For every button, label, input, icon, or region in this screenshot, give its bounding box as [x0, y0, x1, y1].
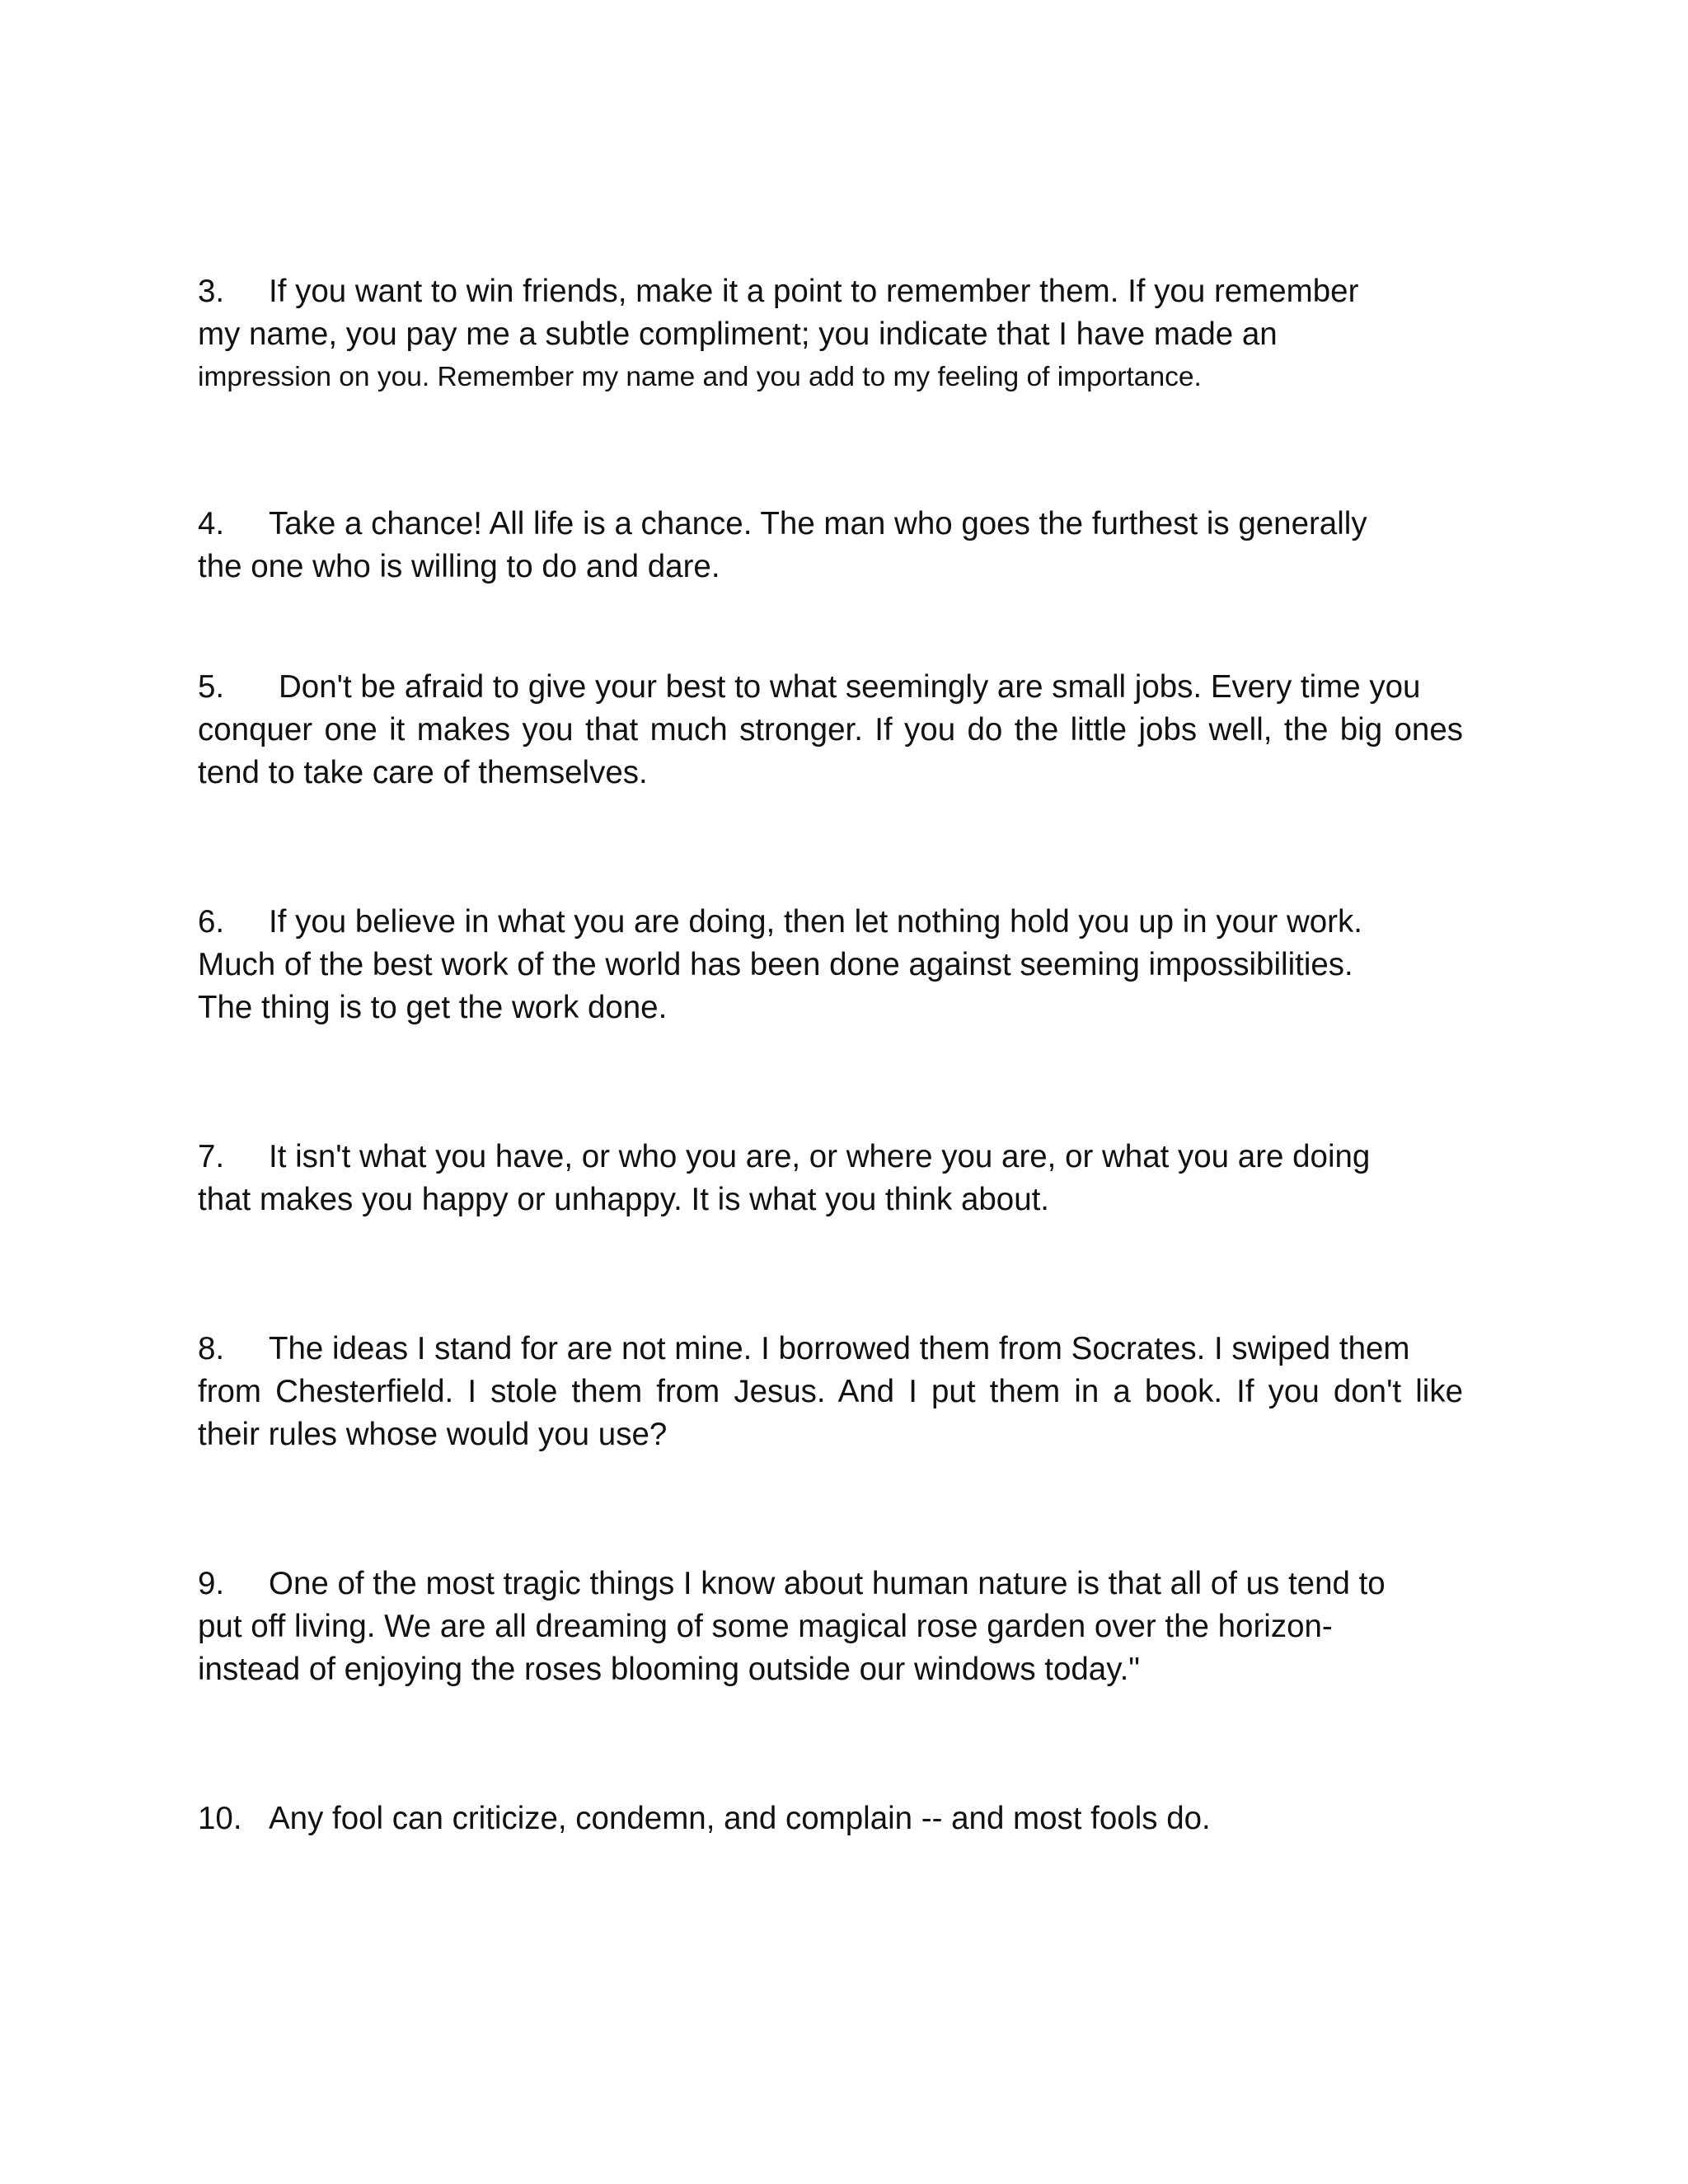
item-7-line-1 [198, 1136, 1370, 1179]
item-5-line-2: conquer one it makes you that much stronger. If you do the little jobs well, the big ones [198, 712, 1463, 748]
item-text: One of the most tragic things I know about human nature is that all of us tend to [269, 1566, 1386, 1601]
item-6-line-3: The thing is to get the work done. [198, 990, 668, 1025]
item-10-line-1 [198, 1797, 1211, 1840]
item-text: Take a chance! All life is a chance. The man who goes the furthest is generally [269, 506, 1367, 541]
item-8-line-1 [198, 1328, 1410, 1371]
item-text: Any fool can criticize, condemn, and complain -- and most fools do. [269, 1801, 1211, 1836]
item-text: It isn't what you have, or who you are, or where you are, or what you are doing [269, 1139, 1371, 1174]
item-text: The ideas I stand for are not mine. I borrowed them from Socrates. I swiped them [269, 1331, 1410, 1366]
item-8-line-2: from Chesterfield. I stole them from Jesus. And I put them in a book. If you don't like [198, 1374, 1463, 1409]
item-9-line-3: instead of enjoying the roses blooming outside our windows today." [198, 1652, 1140, 1687]
item-3-line-1 [198, 270, 1358, 313]
item-number: 6. [198, 904, 225, 940]
item-8-line-3: their rules whose would you use? [198, 1417, 668, 1452]
item-6-line-1 [198, 901, 1362, 944]
item-number: 5. [198, 669, 225, 705]
item-4-line-1 [198, 503, 1367, 546]
item-text: Don't be afraid to give your best to what seemingly are small jobs. Every time you [279, 669, 1421, 705]
item-5-line-3: tend to take care of themselves. [198, 755, 648, 790]
item-text: If you want to win friends, make it a point to remember them. If you remember [269, 274, 1359, 309]
item-3-line-2: my name, you pay me a subtle compliment; you indicate that I have made an [198, 316, 1278, 352]
item-number: 4. [198, 506, 225, 541]
item-3-line-3: impression on you. Remember my name and you add to my feeling of importance. [198, 362, 1202, 392]
item-7-line-2: that makes you happy or unhappy. It is what you think about. [198, 1182, 1049, 1217]
item-9-line-2: put off living. We are all dreaming of some magical rose garden over the horizon- [198, 1609, 1333, 1644]
item-number: 10. [198, 1801, 242, 1836]
item-4-line-2: the one who is willing to do and dare. [198, 549, 720, 584]
item-number: 7. [198, 1139, 225, 1174]
item-text: If you believe in what you are doing, then let nothing hold you up in your work. [269, 904, 1362, 940]
item-9-line-1 [198, 1563, 1386, 1605]
item-number: 8. [198, 1331, 225, 1366]
item-number: 3. [198, 274, 225, 309]
item-5-line-1 [198, 666, 1420, 709]
item-6-line-2: Much of the best work of the world has been done against seeming impossibilities. [198, 947, 1353, 982]
item-number: 9. [198, 1566, 225, 1601]
